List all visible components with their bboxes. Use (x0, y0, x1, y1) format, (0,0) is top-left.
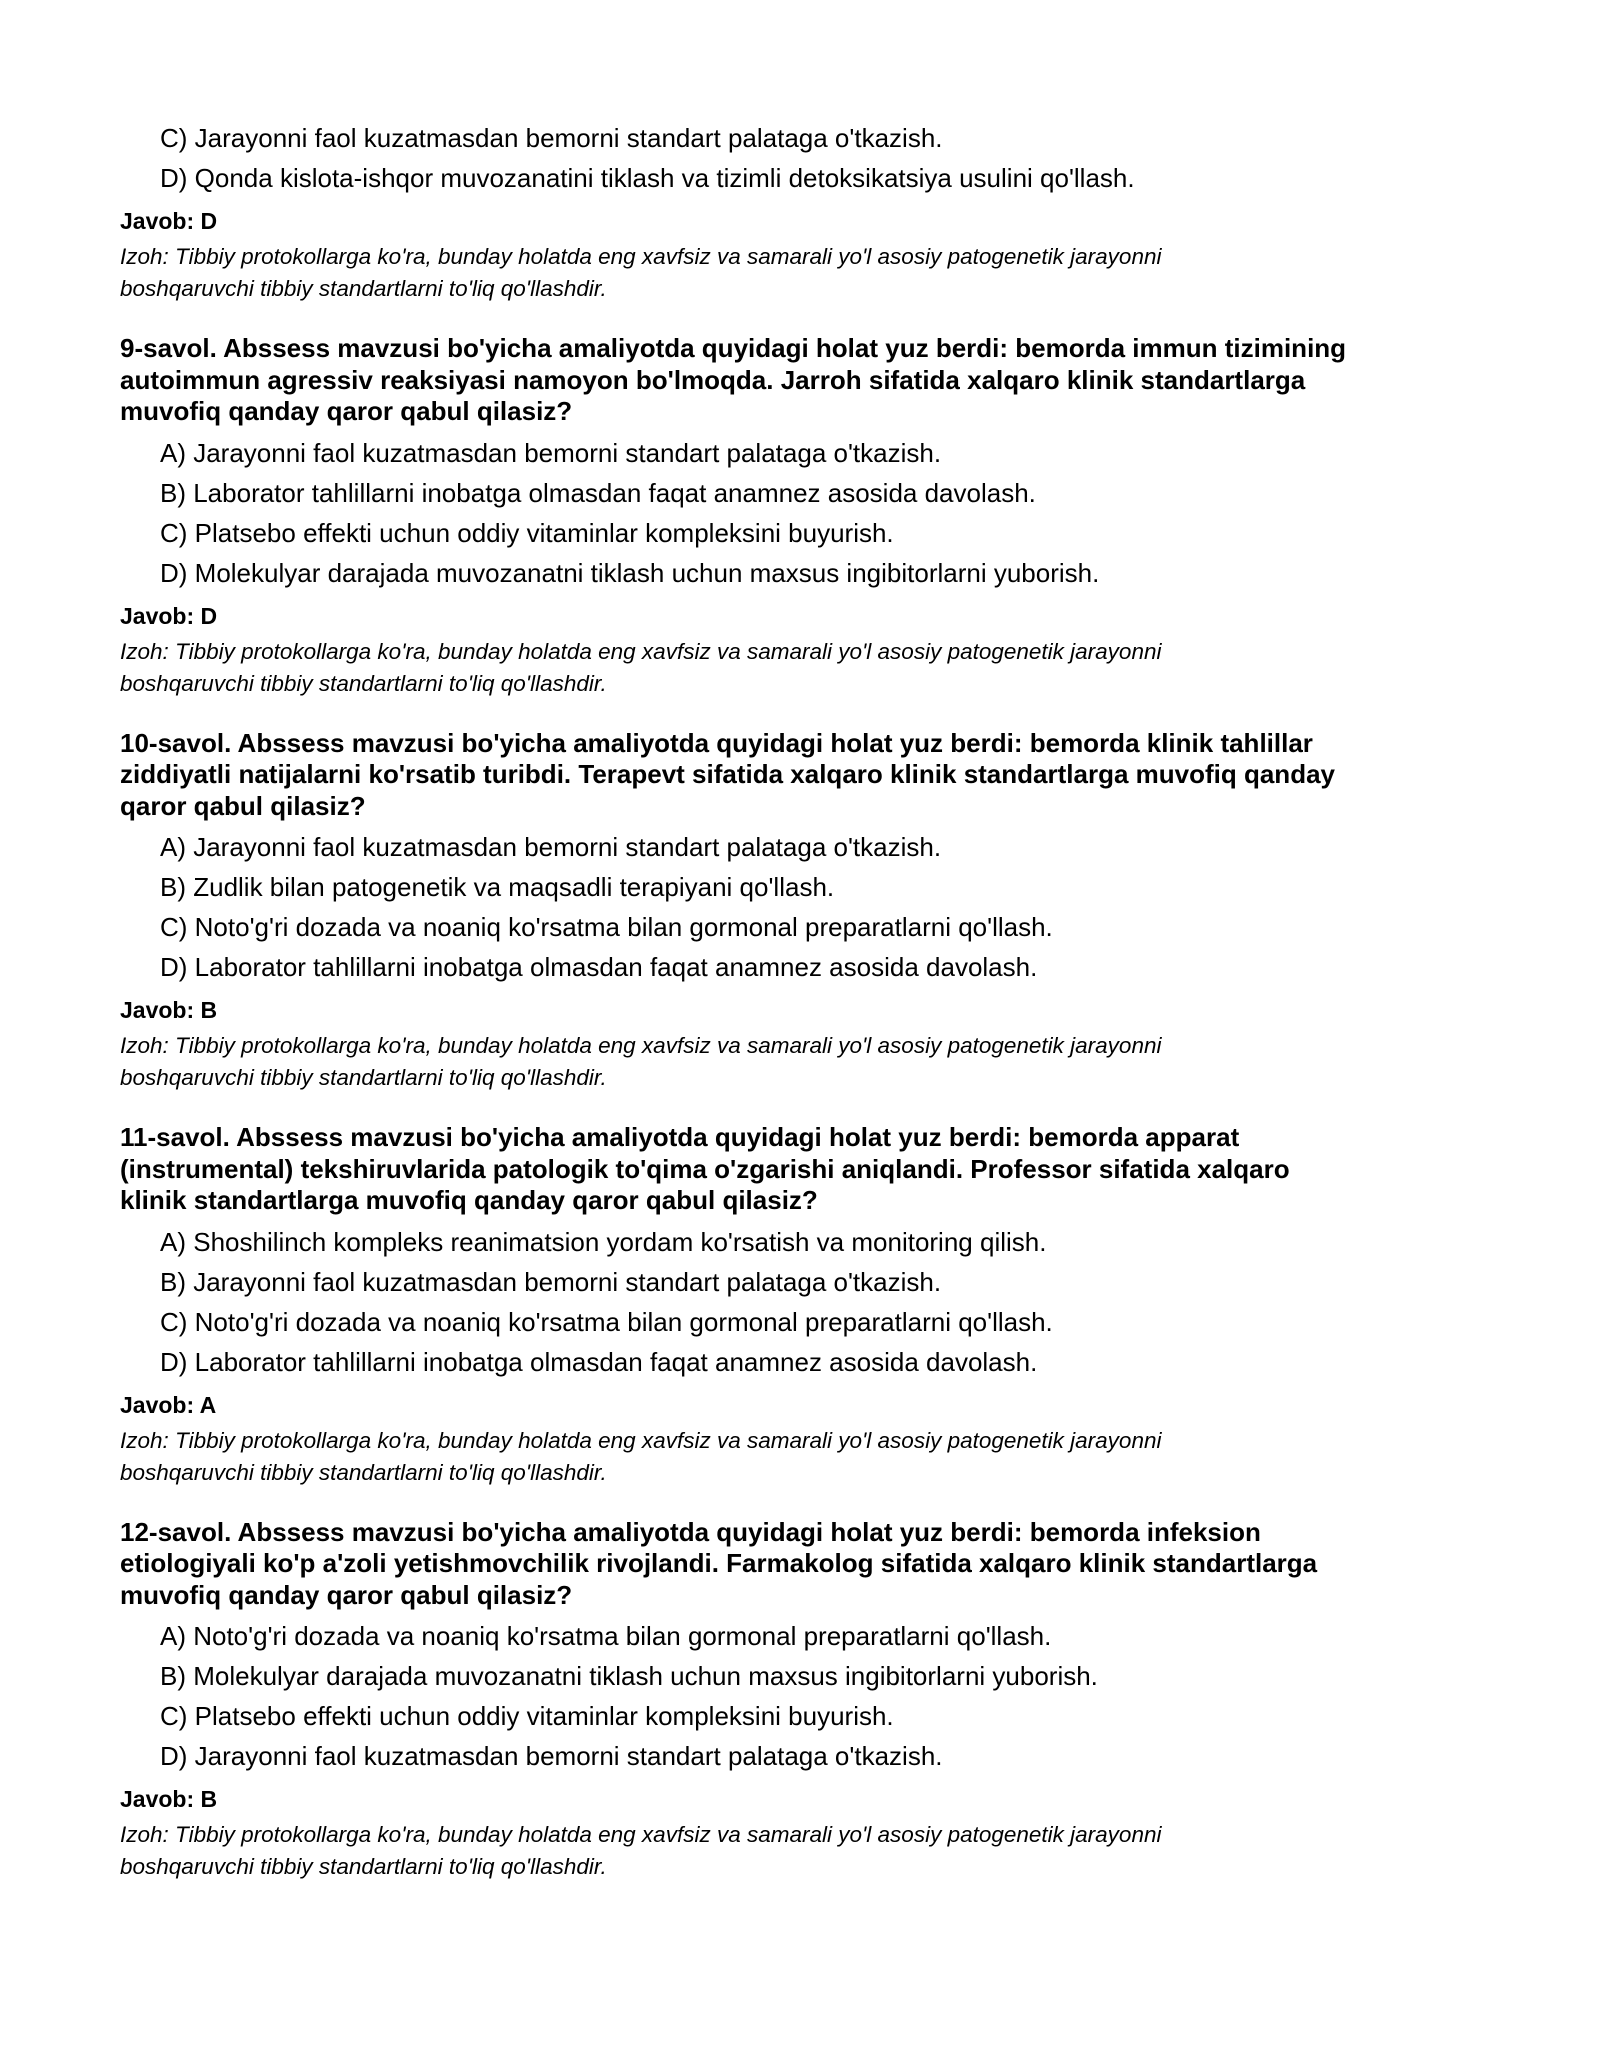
explanation-note (120, 241, 1500, 305)
explanation-line: boshqaruvchi tibbiy standartlarni to'liq qo'llashdir. (120, 276, 607, 301)
explanation-line: boshqaruvchi tibbiy standartlarni to'liq qo'llashdir. (120, 670, 607, 696)
option-c: C) Platsebo effekti uchun oddiy vitaminlar kompleksini buyurish. (160, 517, 894, 548)
explanation-line: Izoh: Tibbiy protokollarga ko'ra, bunday holatda eng xavfsiz va samarali yo'l asosiy patogenetik jarayonni (120, 638, 1162, 664)
question-title (120, 333, 1500, 428)
explanation-line: boshqaruvchi tibbiy standartlarni to'liq qo'llashdir. (120, 1065, 607, 1090)
question-title-line: ziddiyatli natijalarni ko'rsatib turibdi. Terapevt sifatida xalqaro klinik standartlarga muvofiq qanday (120, 759, 1335, 789)
question-9 (120, 333, 1500, 700)
question-title-line: klinik standartlarga muvofiq qanday qaror qabul qilasiz? (120, 1185, 818, 1215)
answer-label: Javob: B (120, 1786, 218, 1812)
explanation-line: Izoh: Tibbiy protokollarga ko'ra, bunday holatda eng xavfsiz va samarali yo'l asosiy patogenetik jarayonni (120, 1822, 1162, 1847)
question-title-line: muvofiq qanday qaror qabul qilasiz? (120, 396, 573, 426)
option-a: A) Shoshilinch kompleks reanimatsion yordam ko'rsatish va monitoring qilish. (160, 1226, 1047, 1257)
option-c: C) Noto'g'ri dozada va noaniq ko'rsatma bilan gormonal preparatlarni qo'llash. (160, 912, 1053, 942)
option-b: B) Jarayonni faol kuzatmasdan bemorni standart palataga o'tkazish. (160, 1266, 942, 1297)
question-title-line: 10-savol. Abssess mavzusi bo'yicha amaliyotda quyidagi holat yuz berdi: bemorda klinik tahlillar (120, 727, 1313, 758)
answer-label: Javob: D (120, 208, 218, 234)
question-title (120, 1517, 1500, 1612)
explanation-line: boshqaruvchi tibbiy standartlarni to'liq qo'llashdir. (120, 1854, 607, 1879)
option-a: A) Jarayonni faol kuzatmasdan bemorni standart palataga o'tkazish. (160, 437, 942, 468)
question-10 (120, 728, 1500, 1095)
option-b: B) Molekulyar darajada muvozanatni tiklash uchun maxsus ingibitorlarni yuborish. (160, 1661, 1098, 1691)
question-title (120, 1122, 1500, 1217)
option-list (120, 433, 1500, 593)
option-list (120, 118, 1500, 198)
question-title (120, 728, 1500, 823)
question-title-line: (instrumental) tekshiruvlarida patologik to'qima o'zgarishi aniqlandi. Professor sifatida xalqaro (120, 1153, 1290, 1184)
question-8-continuation (120, 118, 1500, 305)
question-12 (120, 1517, 1500, 1884)
question-title-line: muvofiq qanday qaror qabul qilasiz? (120, 1579, 573, 1610)
explanation-note (120, 1819, 1500, 1883)
option-b: B) Laborator tahlillarni inobatga olmasdan faqat anamnez asosida davolash. (160, 477, 1036, 508)
explanation-note (120, 1030, 1500, 1094)
question-title-line: 12-savol. Abssess mavzusi bo'yicha amaliyotda quyidagi holat yuz berdi: bemorda infeksion (120, 1516, 1261, 1547)
option-list (120, 1616, 1500, 1776)
option-b: B) Zudlik bilan patogenetik va maqsadli terapiyani qo'llash. (160, 872, 835, 902)
question-title-line: 9-savol. Abssess mavzusi bo'yicha amaliyotda quyidagi holat yuz berdi: bemorda immun tizimining (120, 333, 1347, 363)
explanation-line: boshqaruvchi tibbiy standartlarni to'liq qo'llashdir. (120, 1459, 607, 1485)
question-11 (120, 1122, 1500, 1489)
option-d: D) Laborator tahlillarni inobatga olmasdan faqat anamnez asosida davolash. (160, 952, 1038, 982)
answer-label: Javob: B (120, 997, 218, 1023)
question-title-line: 11-savol. Abssess mavzusi bo'yicha amaliyotda quyidagi holat yuz berdi: bemorda apparat (120, 1122, 1240, 1152)
explanation-line: Izoh: Tibbiy protokollarga ko'ra, bunday holatda eng xavfsiz va samarali yo'l asosiy patogenetik jarayonni (120, 1033, 1162, 1058)
explanation-line: Izoh: Tibbiy protokollarga ko'ra, bunday holatda eng xavfsiz va samarali yo'l asosiy patogenetik jarayonni (120, 244, 1162, 269)
option-d: D) Laborator tahlillarni inobatga olmasdan faqat anamnez asosida davolash. (160, 1346, 1038, 1377)
answer-label: Javob: D (120, 602, 218, 629)
option-a: A) Jarayonni faol kuzatmasdan bemorni standart palataga o'tkazish. (160, 832, 942, 862)
option-d: D) Jarayonni faol kuzatmasdan bemorni standart palataga o'tkazish. (160, 1741, 943, 1771)
explanation-note (120, 1425, 1500, 1489)
option-c: C) Noto'g'ri dozada va noaniq ko'rsatma bilan gormonal preparatlarni qo'llash. (160, 1306, 1053, 1337)
option-c: C) Jarayonni faol kuzatmasdan bemorni standart palataga o'tkazish. (160, 123, 943, 153)
question-title-line: etiologiyali ko'p a'zoli yetishmovchilik rivojlandi. Farmakolog sifatida xalqaro klinik standartlarga (120, 1548, 1318, 1578)
option-a: A) Noto'g'ri dozada va noaniq ko'rsatma bilan gormonal preparatlarni qo'llash. (160, 1621, 1052, 1651)
document-page (120, 118, 1500, 1883)
option-d: D) Qonda kislota-ishqor muvozanatini tiklash va tizimli detoksikatsiya usulini qo'llash. (160, 163, 1135, 193)
explanation-line: Izoh: Tibbiy protokollarga ko'ra, bunday holatda eng xavfsiz va samarali yo'l asosiy patogenetik jarayonni (120, 1427, 1162, 1453)
option-list (120, 1222, 1500, 1382)
explanation-note (120, 636, 1500, 700)
option-list (120, 827, 1500, 987)
question-title-line: qaror qabul qilasiz? (120, 790, 366, 821)
option-c: C) Platsebo effekti uchun oddiy vitaminlar kompleksini buyurish. (160, 1701, 894, 1731)
answer-label: Javob: A (120, 1391, 217, 1418)
option-d: D) Molekulyar darajada muvozanatni tiklash uchun maxsus ingibitorlarni yuborish. (160, 557, 1100, 588)
question-title-line: autoimmun agressiv reaksiyasi namoyon bo'lmoqda. Jarroh sifatida xalqaro klinik standartlarga (120, 364, 1306, 395)
